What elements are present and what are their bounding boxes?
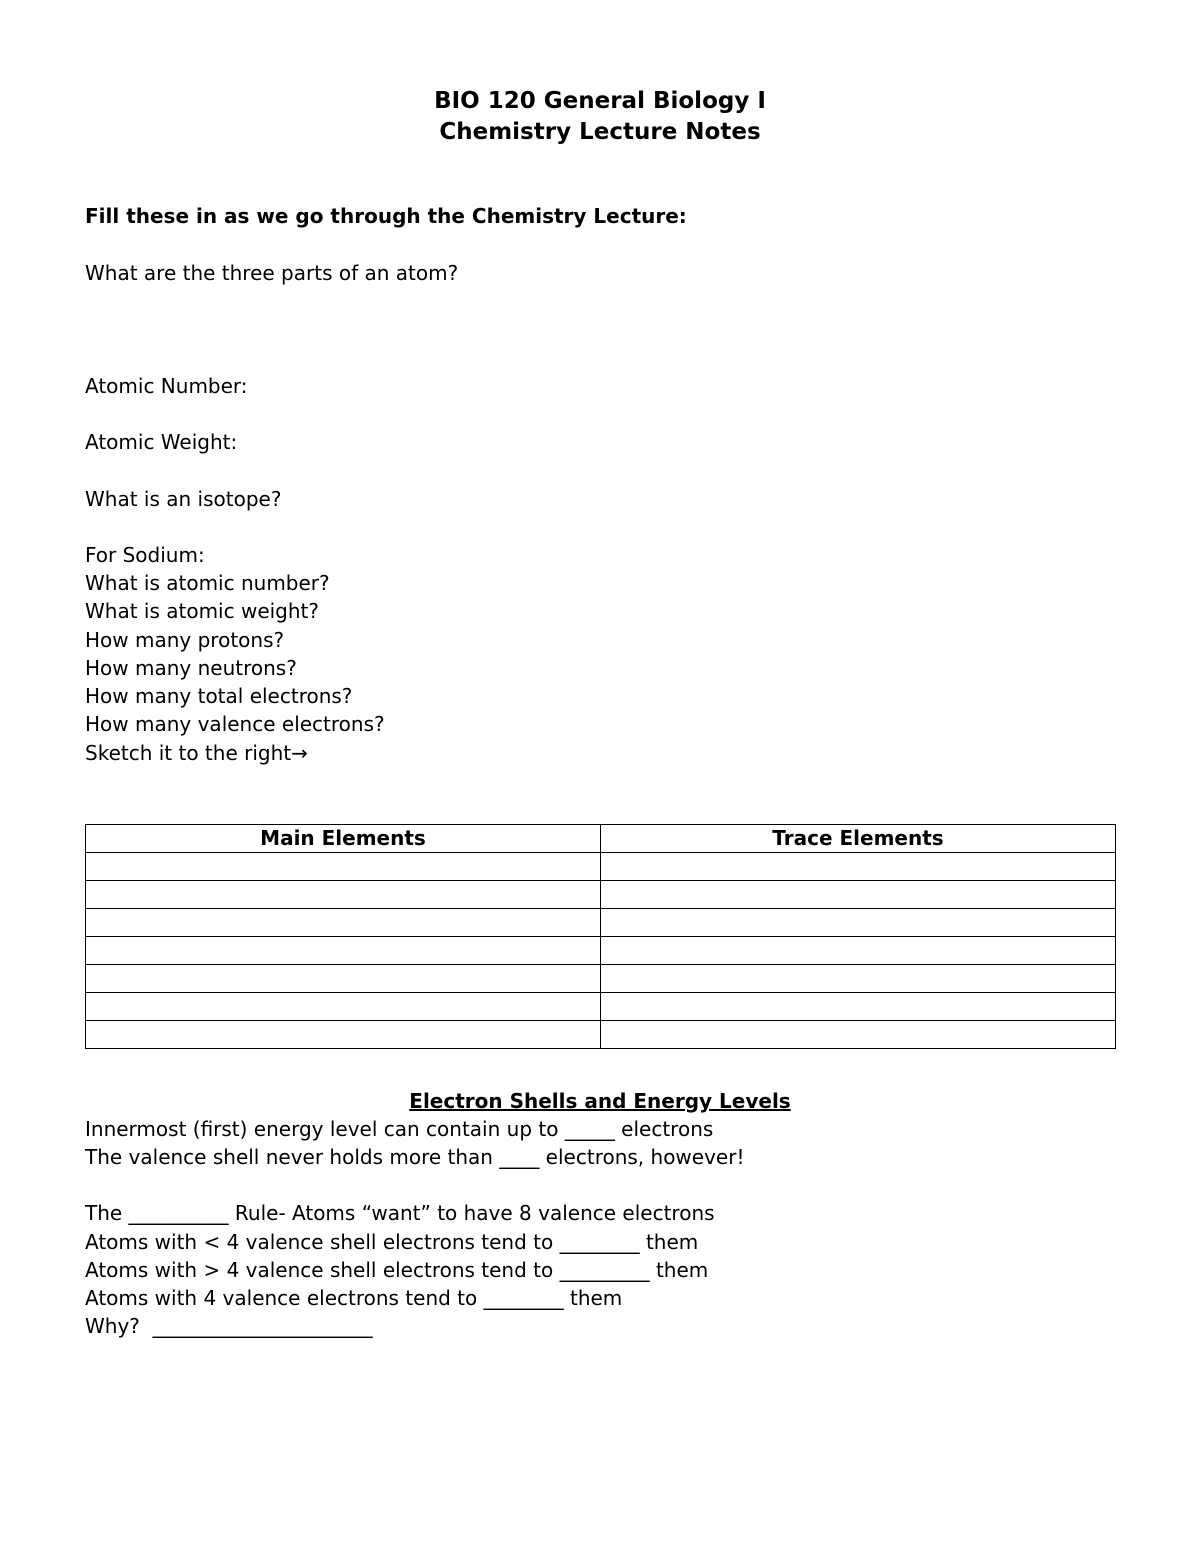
label-atomic-weight: Atomic Weight:: [85, 430, 238, 454]
octet-rule-line: Atoms with 4 valence electrons tend to ________ them: [85, 1286, 623, 1310]
question-atom-parts: What are the three parts of an atom?: [85, 261, 459, 285]
header-main-elements: Main Elements: [86, 825, 601, 853]
table-row: [86, 909, 1116, 937]
main-element-cell[interactable]: [86, 881, 601, 909]
main-element-cell[interactable]: [86, 937, 601, 965]
sodium-question: What is atomic number?: [85, 571, 330, 595]
trace-element-cell[interactable]: [601, 937, 1116, 965]
trace-element-cell[interactable]: [601, 881, 1116, 909]
main-element-cell[interactable]: [86, 1021, 601, 1049]
table-row: [86, 993, 1116, 1021]
trace-element-cell[interactable]: [601, 965, 1116, 993]
octet-rule-line: Atoms with < 4 valence shell electrons tend to ________ them: [85, 1230, 699, 1254]
question-isotope: What is an isotope?: [85, 487, 282, 511]
table-row: [86, 853, 1116, 881]
instruction-text: Fill these in as we go through the Chemistry Lecture:: [85, 204, 687, 228]
table-row: [86, 965, 1116, 993]
sodium-question: How many total electrons?: [85, 684, 353, 708]
octet-rule-line: The __________ Rule- Atoms “want” to have 8 valence electrons: [85, 1201, 715, 1225]
sodium-question: How many valence electrons?: [85, 712, 385, 736]
trace-element-cell[interactable]: [601, 853, 1116, 881]
trace-element-cell[interactable]: [601, 1021, 1116, 1049]
sodium-question: What is atomic weight?: [85, 599, 320, 623]
elements-table: [85, 824, 1116, 1049]
table-header-row: [86, 825, 1116, 853]
label-atomic-number: Atomic Number:: [85, 374, 248, 398]
table-row: [86, 881, 1116, 909]
header-trace-elements: Trace Elements: [601, 825, 1116, 853]
main-element-cell[interactable]: [86, 993, 601, 1021]
main-element-cell[interactable]: [86, 965, 601, 993]
sodium-sketch-prompt: Sketch it to the right→: [85, 741, 308, 765]
title-course: BIO 120 General Biology I: [434, 88, 766, 114]
electron-shells-line: The valence shell never holds more than ____ electrons, however!: [85, 1145, 745, 1169]
table-row: [86, 937, 1116, 965]
sodium-question: How many protons?: [85, 628, 285, 652]
octet-rule-line: Atoms with > 4 valence shell electrons tend to _________ them: [85, 1258, 709, 1282]
trace-element-cell[interactable]: [601, 909, 1116, 937]
electron-shells-heading: Electron Shells and Energy Levels: [409, 1089, 791, 1113]
trace-element-cell[interactable]: [601, 993, 1116, 1021]
octet-why-line: Why? ______________________: [85, 1314, 373, 1338]
sodium-question: How many neutrons?: [85, 656, 297, 680]
main-element-cell[interactable]: [86, 853, 601, 881]
main-element-cell[interactable]: [86, 909, 601, 937]
electron-shells-line: Innermost (first) energy level can contain up to _____ electrons: [85, 1117, 714, 1141]
table-row: [86, 1021, 1116, 1049]
title-subject: Chemistry Lecture Notes: [439, 119, 761, 145]
sodium-heading: For Sodium:: [85, 543, 205, 567]
document-title: [0, 86, 1200, 148]
